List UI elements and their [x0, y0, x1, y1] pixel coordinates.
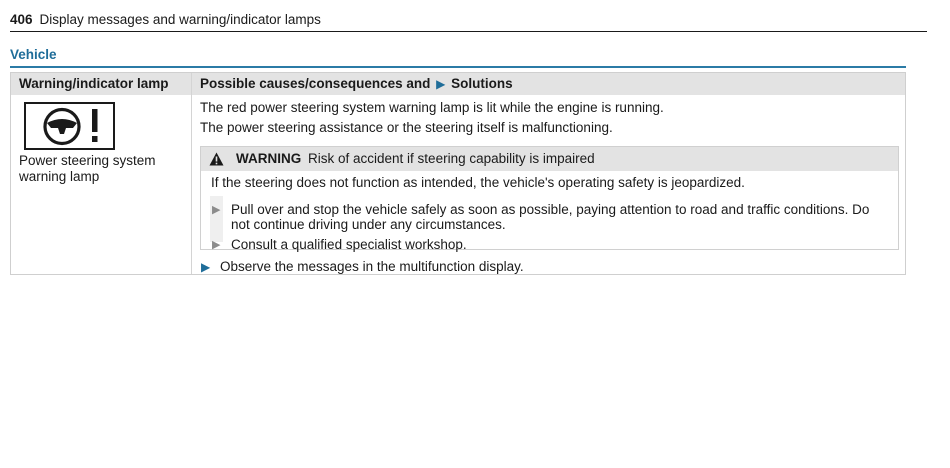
- warning-box: [200, 146, 899, 250]
- cause-text-1: The red power steering system warning lamp is lit while the engine is running.: [200, 100, 664, 115]
- action-text: Observe the messages in the multifunction display.: [220, 259, 524, 274]
- power-steering-warning-icon: [24, 102, 115, 150]
- action-arrow-icon: ▶: [201, 260, 211, 274]
- column-divider: [191, 73, 192, 274]
- lamp-caption: Power steering system warning lamp: [19, 153, 156, 184]
- warning-triangle-icon: [209, 152, 224, 166]
- warning-header: [201, 147, 898, 171]
- steering-wheel-exclamation-icon: [26, 104, 113, 148]
- column-header-causes: [200, 73, 513, 95]
- column-header-causes-suffix: Solutions: [451, 76, 513, 91]
- column-header-causes-prefix: Possible causes/consequences and: [200, 76, 431, 91]
- page-header: [10, 12, 927, 32]
- warning-title: [236, 151, 595, 167]
- bullet-arrow-icon: ▶: [212, 204, 221, 216]
- column-header-lamp: Warning/indicator lamp: [19, 76, 169, 91]
- cause-text-2: The power steering assistance or the steering itself is malfunctioning.: [200, 120, 613, 135]
- solution-arrow-icon: ▶: [436, 77, 446, 91]
- page-number: 406: [10, 12, 33, 27]
- page-header-title: Display messages and warning/indicator lamps: [39, 12, 321, 27]
- bullet-arrow-icon: ▶: [212, 239, 221, 251]
- warning-bullet-2: Consult a qualified specialist workshop.: [231, 237, 467, 252]
- warning-bullet-1: Pull over and stop the vehicle safely as soon as possible, paying attention to road and traffic conditions. Do not continue driving under any circumstances.: [231, 202, 870, 232]
- warning-body: If the steering does not function as intended, the vehicle's operating safety is jeopardized.: [211, 175, 745, 190]
- warning-lamp-table: [10, 72, 906, 275]
- warning-title-text: Risk of accident if steering capability is impaired: [308, 151, 595, 166]
- table-header-row: [11, 73, 905, 95]
- section-title: Vehicle: [10, 47, 906, 68]
- warning-label: WARNING: [236, 151, 302, 166]
